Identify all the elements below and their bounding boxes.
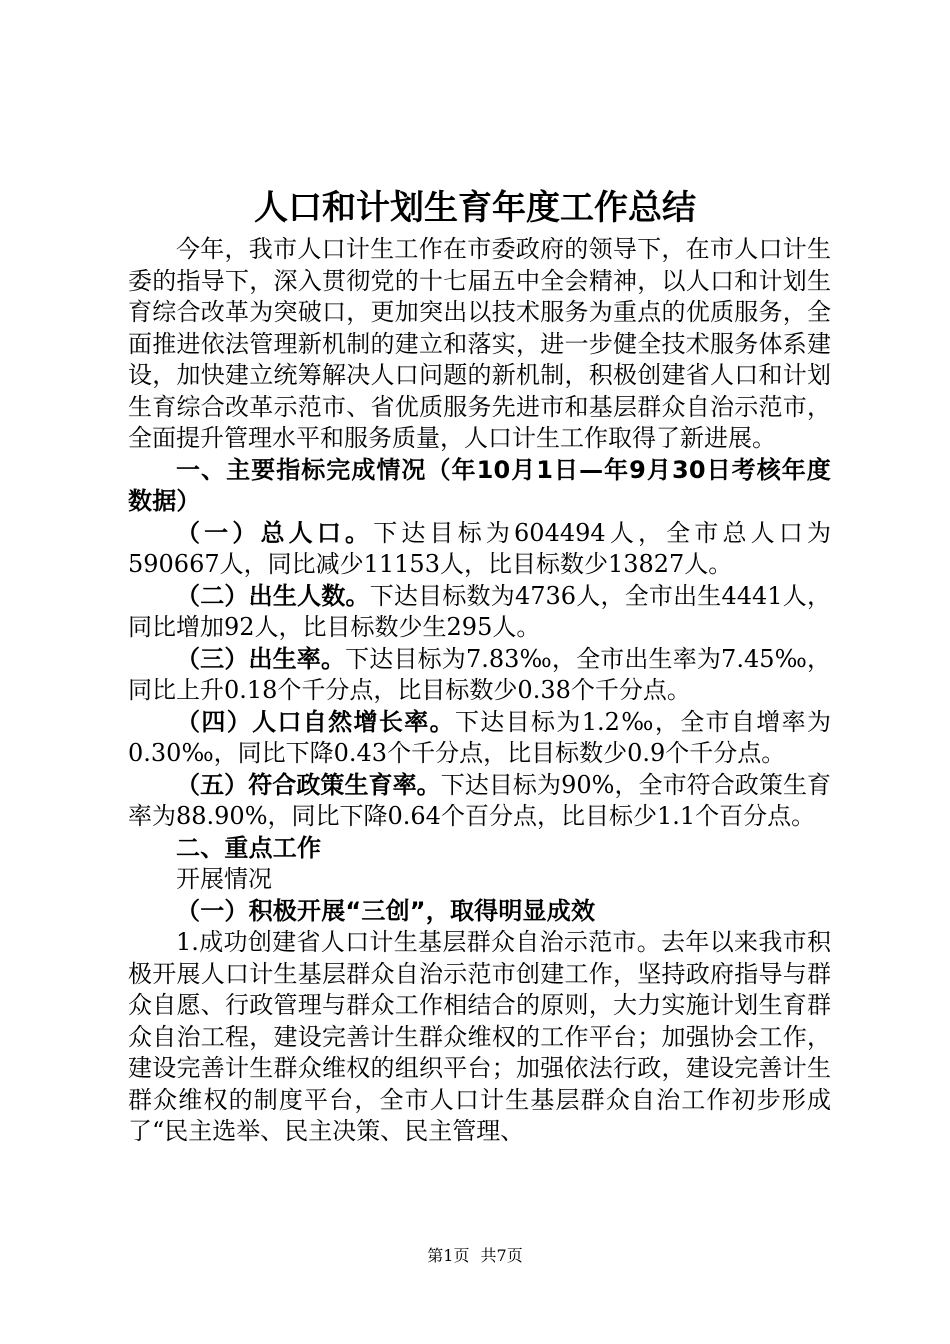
item-heading: （三）出生率。 <box>176 644 346 673</box>
item-text: 下达目标为604494人，全市总人口为590667人，同比减少11153人，比目标数少13827人。 <box>128 518 831 578</box>
indicator-item-birth-rate <box>128 644 831 707</box>
subsection-heading-three-creations: （一）积极开展“三创”，取得明显成效 <box>176 896 596 925</box>
page-number: 第1页 <box>427 1246 470 1265</box>
section-heading-indicators: 一、主要指标完成情况（年10月1日—年9月30日考核年度数据） <box>128 455 831 515</box>
item-heading: （五）符合政策生育率。 <box>176 770 441 799</box>
indicator-item-births <box>128 581 831 644</box>
document-body <box>128 234 831 1148</box>
item-heading: （二）出生人数。 <box>176 581 370 610</box>
item-heading: （四）人口自然增长率。 <box>176 707 455 736</box>
section-heading-key-work: 二、重点工作 <box>176 833 322 862</box>
indicator-item-policy-birth-rate <box>128 770 831 833</box>
document-title: 人口和计划生育年度工作总结 <box>254 188 696 228</box>
item-heading: （一）总人口。 <box>176 518 374 547</box>
intro-paragraph: 今年，我市人口计生工作在市委政府的领导下，在市人口计生委的指导下，深入贯彻党的十七届五中全会精神，以人口和计划生育综合改革为突破口，更加突出以技术服务为重点的优质服务，全面推进依法管理新机制的建立和落实，进一步健全技术服务体系建设，加快建立统筹解决人口问题的新机制，积极创建省人口和计划生育综合改革示范市、省优质服务先进市和基层群众自治示范市，全面提升管理水平和服务质量，人口计生工作取得了新进展。 <box>128 235 831 452</box>
page-footer <box>0 1246 950 1266</box>
indicator-item-natural-growth-rate <box>128 707 831 770</box>
item-text: 下达目标为1.2‰，全市自增率为0.30‰，同比下降0.43个千分点，比目标数少0.9个千分点。 <box>128 707 831 767</box>
section-subheading: 开展情况 <box>176 865 272 893</box>
page-total: 共7页 <box>480 1246 523 1265</box>
indicator-item-total-population <box>128 518 831 581</box>
item-text: 下达目标为90%，全市符合政策生育率为88.90%，同比下降0.64个百分点，比目标少1.1个百分点。 <box>128 770 832 830</box>
item-text: 下达目标数为4736人，全市出生4441人，同比增加92人，比目标数少生295人。 <box>128 581 832 641</box>
item-text: 下达目标为7.83‰，全市出生率为7.45‰，同比上升0.18个千分点，比目标数少0.38个千分点。 <box>128 644 832 704</box>
body-paragraph: 1.成功创建省人口计生基层群众自治示范市。去年以来我市积极开展人口计生基层群众自治示范市创建工作，坚持政府指导与群众自愿、行政管理与群众工作相结合的原则，大力实施计划生育群众自治工程，建设完善计生群众维权的工作平台；加强协会工作，建设完善计生群众维权的组织平台；加强依法行政，建设完善计生群众维权的制度平台，全市人口计生基层群众自治工作初步形成了“民主选举、民主决策、民主管理、 <box>128 928 831 1145</box>
